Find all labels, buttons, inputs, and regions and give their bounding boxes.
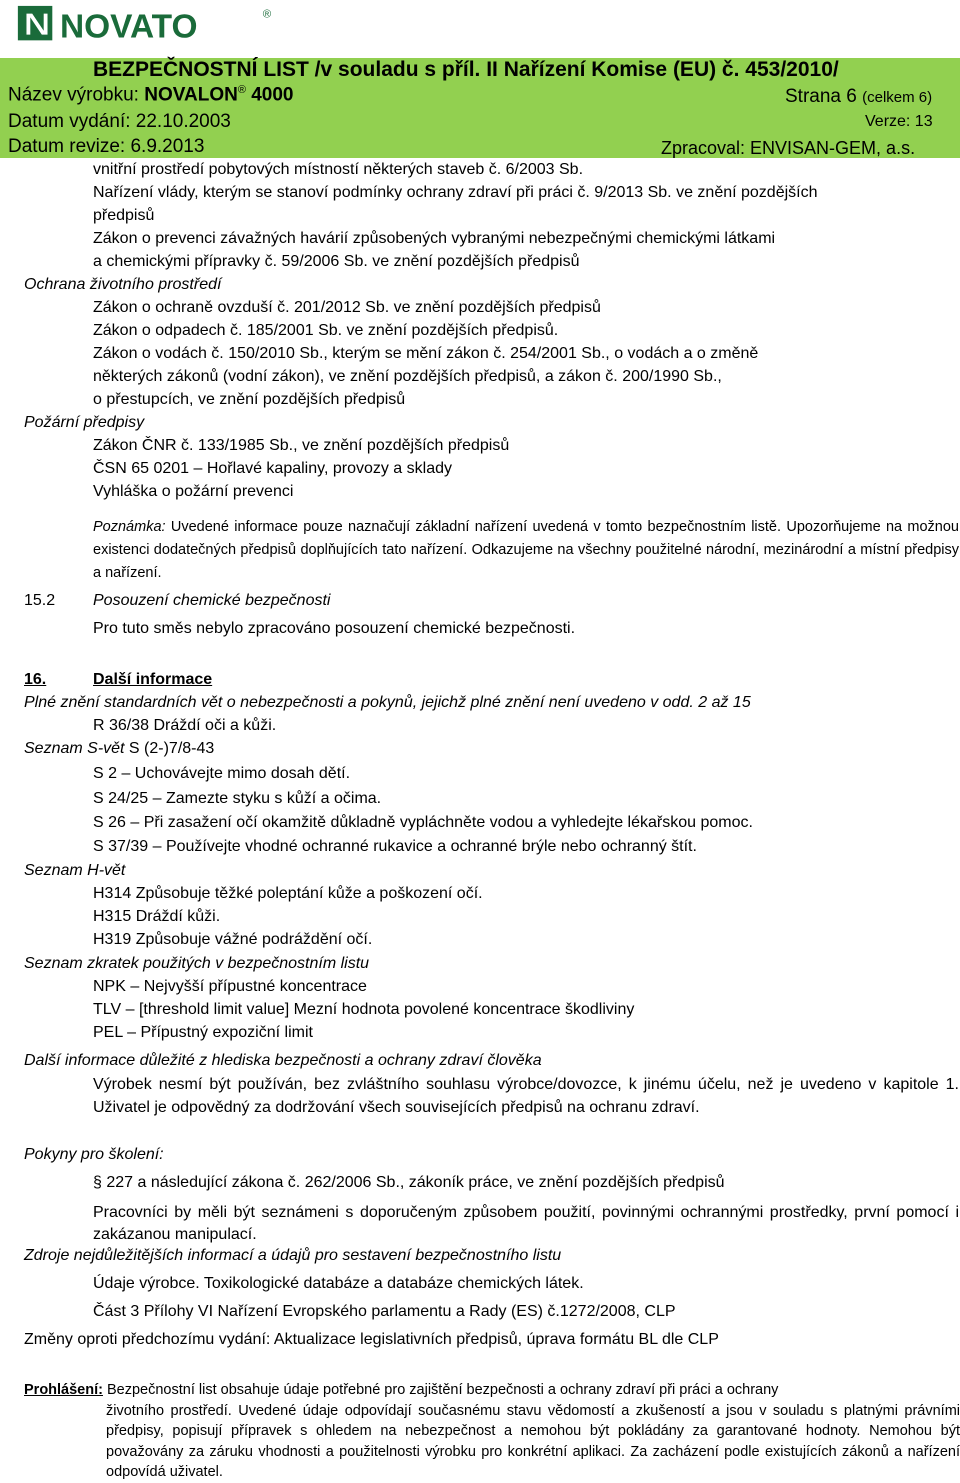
header-page: Strana 6 (celkem 6) [785,86,933,107]
env-heading: Ochrana životního prostředí [24,276,222,293]
logo-registered: ® [262,8,272,21]
h-phrases-heading: Seznam H-vět [24,862,126,879]
h-phrase-item: H315 Dráždí kůži. [93,908,221,925]
s-phrase-item: S 26 – Při zasažení očí okamžitě důkladně vypláchněte vodou a vyhledejte lékařskou pomoc. [93,814,753,831]
training-item: § 227 a následující zákona č. 262/2006 Sb., zákoník práce, ve znění pozdějších předpisů [93,1174,725,1191]
s-phrase-item: S 24/25 – Zamezte styku s kůží a očima. [93,790,382,807]
text-line: Nařízení vlády, kterým se stanoví podmínky ochrany zdraví při práci č. 9/2013 Sb. ve znění pozdějších [93,184,818,201]
text-line: některých zákonů (vodní zákon), ve znění pozdějších předpisů, a zákon č. 200/1990 Sb., [93,368,722,385]
changes-note: Změny oproti předchozímu vydání: Aktualizace legislativních předpisů, úprava formátu BL dle CLP [24,1331,719,1348]
text-line: Vyhláška o požární prevenci [93,483,294,500]
note-label: Poznámka: [93,519,166,535]
fire-heading: Požární předpisy [24,414,145,431]
sources-heading: Zdroje nejdůležitějších informací a údajů pro sestavení bezpečnostního listu [24,1247,562,1264]
sources-item: Část 3 Přílohy VI Nařízení Evropského parlamentu a Rady (ES) č.1272/2008, CLP [93,1303,676,1320]
declaration: Prohlášení: Bezpečnostní list obsahuje údaje potřebné pro zajištění bezpečnosti a ochrany zdraví při práci a ochrany životního prostředí. Uvedené údaje odpovídají současnému stavu vědomostí a zkušeností a jsou v souladu s platnými právními předpisy, popisují přípravek s ohledem na nebezpečnost a nemohou být pokládány za garantované hodnoty. Nemohou být považovány za záruku vhodnosti a použitelnosti výrobku pro konkrétní aplikaci. Za zacházení podle existujících zákonů a nařízení odpovídá uživatel. [24,1382,960,1480]
section-15-2-title: Posouzení chemické bezpečnosti [93,592,331,609]
text-line: o přestupcích, ve znění pozdějších předpisů [93,391,406,408]
section-15-2-number: 15.2 [24,592,56,609]
h-phrase-item: H314 Způsobuje těžké poleptání kůže a poškození očí. [93,885,483,902]
s-phrase-item: S 2 – Uchovávejte mimo dosah dětí. [93,765,351,782]
section-16-title: Další informace [93,671,213,688]
training-heading: Pokyny pro školení: [24,1146,164,1163]
header-version: Verze: 13 [865,113,933,130]
text-line: a chemickými přípravky č. 59/2006 Sb. ve znění pozdějších předpisů [93,253,580,270]
text-line: předpisů [93,207,155,224]
full-text-heading: Plné znění standardních vět o nebezpečnosti a pokynů, jejichž plné znění není uvedeno v odd. 2 až 15 [24,694,751,711]
header-product: Název výrobku: NOVALON® 4000 [8,84,294,106]
declaration-label: Prohlášení: [24,1382,103,1398]
section-16-number: 16. [24,671,47,688]
abbreviation-item: TLV – [threshold limit value] Mezní hodnota povolené koncentrace škodliviny [93,1001,635,1018]
header-title: BEZPEČNOSTNÍ LIST /v souladu s příl. II Nařízení Komise (EU) č. 453/2010/ [93,58,839,81]
text-line: vnitřní prostředí pobytových místností některých staveb č. 6/2003 Sb. [93,161,584,178]
text-line: Zákon o odpadech č. 185/2001 Sb. ve znění pozdějších předpisů. [93,322,559,339]
important-info-heading: Další informace důležité z hlediska bezpečnosti a ochrany zdraví člověka [24,1052,542,1069]
r-phrase: R 36/38 Dráždí oči a kůži. [93,717,277,734]
note-paragraph: Poznámka: Uvedené informace pouze naznačují základní nařízení uvedená v tomto bezpečnostním listě. Upozorňujeme na možnou existenci dodatečných předpisů doplňujících tato nařízení. Odkazujeme na všechny použitelné národní, mezinárodní a místní předpisy a nařízení. [93,519,959,581]
text-line: ČSN 65 0201 – Hořlavé kapaliny, provozy a sklady [93,460,452,477]
text-line: Zákon ČNR č. 133/1985 Sb., ve znění pozdějších předpisů [93,437,510,454]
text-line: Zákon o ochraně ovzduší č. 201/2012 Sb. ve znění pozdějších předpisů [93,299,601,316]
novato-logo [12,4,282,48]
product-name: NOVALON [144,84,238,106]
header-issue-date: Datum vydání: 22.10.2003 [8,111,231,132]
abbreviation-item: PEL – Přípustný expoziční limit [93,1024,313,1041]
h-phrase-item: H319 Způsobuje vážné podráždění očí. [93,931,373,948]
header-prepared-by: Zpracoval: ENVISAN-GEM, a.s. [661,138,916,158]
header-revision-date: Datum revize: 6.9.2013 [8,136,205,157]
s-phrases-heading: Seznam S-vět S (2-)7/8-43 [24,740,215,757]
section-15-2-text: Pro tuto směs nebylo zpracováno posouzení chemické bezpečnosti. [93,620,576,637]
important-info-text: Výrobek nesmí být používán, bez zvláštního souhlasu výrobce/dovozce, k jinému účelu, než je uvedeno v kapitole 1. Uživatel je odpovědný za dodržování všech souvisejících předpisů na ochranu zdraví. [93,1076,959,1116]
text-line: Zákon o prevenci závažných havárií způsobených vybranými nebezpečnými chemickými látkami [93,230,776,247]
s-phrase-item: S 37/39 – Používejte vhodné ochranné rukavice a ochranné brýle nebo ochranný štít. [93,838,697,855]
abbreviation-item: NPK – Nejvyšší přípustné koncentrace [93,978,367,995]
abbreviations-heading: Seznam zkratek použitých v bezpečnostním listu [24,955,370,972]
training-item: Pracovníci by měli být seznámeni s doporučeným způsobem použití, povinnými ochrannými prostředky, první pomocí i zakázanou manipulací. [93,1204,959,1243]
logo-text: NOVATO [59,8,198,46]
sources-item: Údaje výrobce. Toxikologické databáze a databáze chemických látek. [93,1275,584,1292]
text-line: Zákon o vodách č. 150/2010 Sb., kterým se mění zákon č. 254/2001 Sb., o vodách a o změně [93,345,759,362]
